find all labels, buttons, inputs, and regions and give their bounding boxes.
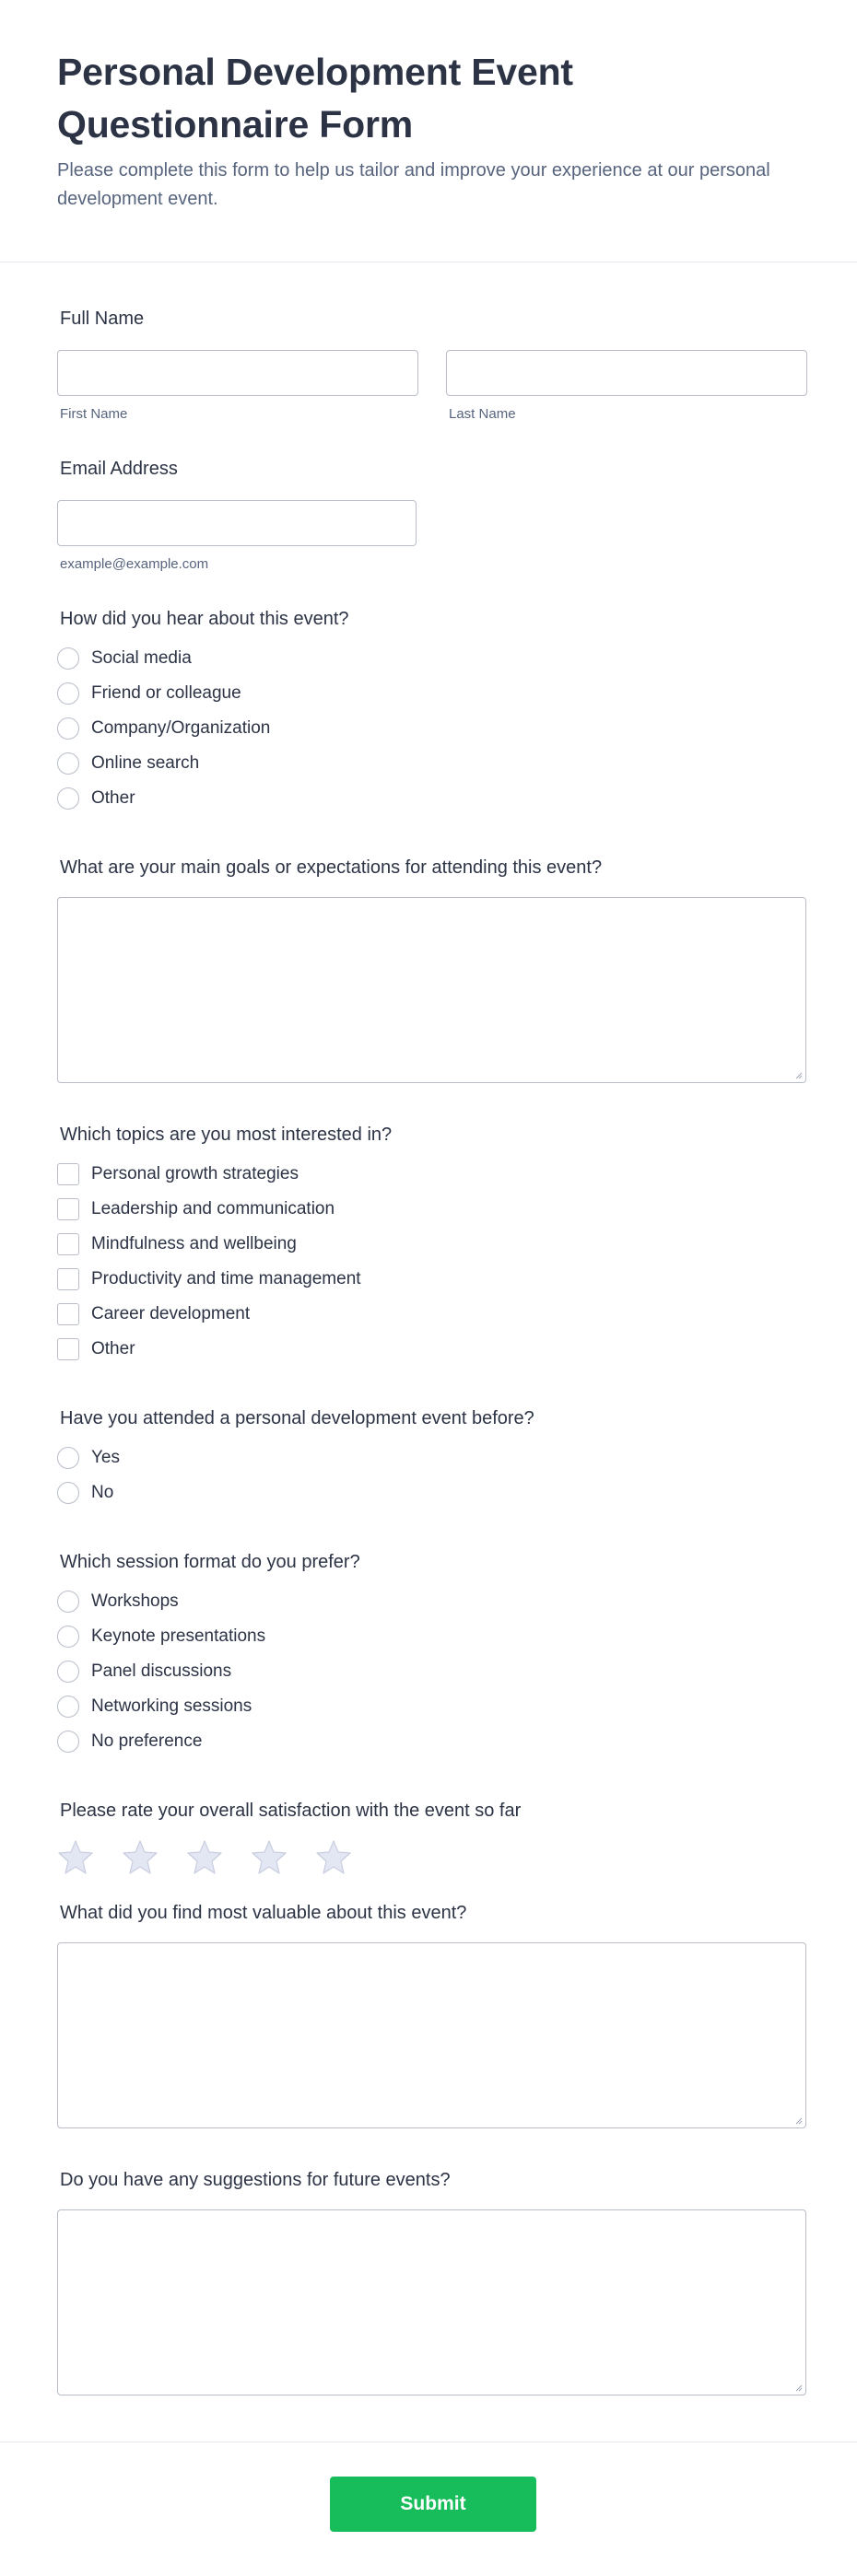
session-format-option[interactable] (57, 1654, 800, 1689)
valuable-textarea[interactable] (57, 1942, 806, 2128)
radio-button[interactable] (57, 1447, 79, 1469)
first-name-sublabel: First Name (60, 406, 128, 422)
submit-button[interactable]: Submit (330, 2477, 536, 2532)
option-label: Leadership and communication (91, 1199, 335, 1218)
option-label: Workshops (91, 1591, 179, 1611)
option-label: No (91, 1483, 114, 1502)
form-description: Please complete this form to help us tailor and improve your experience at our personal development event. (57, 160, 770, 209)
email-input[interactable] (57, 500, 417, 546)
session-format-option[interactable] (57, 1619, 800, 1654)
option-label: Career development (91, 1304, 251, 1323)
radio-button[interactable] (57, 752, 79, 775)
option-label: Productivity and time management (91, 1269, 361, 1288)
goals-label: What are your main goals or expectations for attending this event? (60, 857, 603, 878)
radio-button[interactable] (57, 787, 79, 810)
resize-handle-icon[interactable] (793, 2383, 803, 2392)
hear-about-option[interactable] (57, 711, 800, 746)
valuable-question (57, 1903, 800, 2128)
resize-handle-icon[interactable] (793, 2116, 803, 2125)
last-name-sublabel: Last Name (449, 406, 516, 422)
email-label: Email Address (60, 459, 178, 479)
topics-question (57, 1125, 800, 1367)
suggestions-label: Do you have any suggestions for future events? (60, 2170, 451, 2190)
star-icon[interactable] (186, 1838, 223, 1875)
option-label: Yes (91, 1448, 120, 1467)
star-icon[interactable] (251, 1838, 288, 1875)
star-icon[interactable] (122, 1838, 158, 1875)
attended-option[interactable] (57, 1475, 800, 1510)
goals-question (57, 857, 800, 1083)
option-label: Friend or colleague (91, 683, 241, 703)
topic-option[interactable] (57, 1192, 800, 1227)
attended-option[interactable] (57, 1440, 800, 1475)
hear-about-label: How did you hear about this event? (60, 609, 349, 629)
option-label: Other (91, 1339, 135, 1358)
suggestions-textarea[interactable] (57, 2209, 806, 2395)
form-title: Personal Development Event Questionnaire Form (57, 51, 573, 146)
form-header (0, 0, 857, 262)
option-label: Networking sessions (91, 1696, 252, 1716)
radio-button[interactable] (57, 717, 79, 740)
checkbox[interactable] (57, 1303, 79, 1325)
checkbox[interactable] (57, 1268, 79, 1290)
option-label: Keynote presentations (91, 1626, 266, 1646)
session-format-options (57, 1584, 800, 1759)
hear-about-option[interactable] (57, 641, 800, 676)
radio-button[interactable] (57, 1591, 79, 1613)
hear-about-options (57, 641, 800, 816)
radio-button[interactable] (57, 1696, 79, 1718)
checkbox[interactable] (57, 1233, 79, 1255)
checkbox[interactable] (57, 1163, 79, 1185)
email-question (57, 459, 800, 572)
radio-button[interactable] (57, 682, 79, 705)
topics-label: Which topics are you most interested in? (60, 1125, 393, 1145)
topic-option[interactable] (57, 1157, 800, 1192)
last-name-input[interactable] (446, 350, 807, 396)
radio-button[interactable] (57, 1482, 79, 1504)
radio-button[interactable] (57, 1661, 79, 1683)
option-label: Online search (91, 753, 200, 773)
email-sublabel: example@example.com (60, 556, 209, 572)
topics-options (57, 1157, 800, 1367)
suggestions-question (57, 2170, 800, 2395)
valuable-label: What did you find most valuable about this event? (60, 1903, 467, 1923)
hear-about-question (57, 609, 800, 816)
form-body (0, 309, 857, 2395)
goals-textarea[interactable] (57, 897, 806, 1083)
hear-about-option[interactable] (57, 781, 800, 816)
attended-before-label: Have you attended a personal development event before? (60, 1408, 534, 1428)
hear-about-option[interactable] (57, 676, 800, 711)
radio-button[interactable] (57, 1731, 79, 1753)
option-label: No preference (91, 1731, 203, 1751)
hear-about-option[interactable] (57, 746, 800, 781)
session-format-label: Which session format do you prefer? (60, 1552, 360, 1572)
star-rating (57, 1838, 800, 1875)
option-label: Mindfulness and wellbeing (91, 1234, 297, 1253)
satisfaction-question (57, 1801, 800, 1875)
satisfaction-label: Please rate your overall satisfaction with the event so far (60, 1801, 522, 1821)
option-label: Social media (91, 648, 192, 668)
radio-button[interactable] (57, 1626, 79, 1648)
form-footer (0, 2442, 857, 2576)
session-format-option[interactable] (57, 1689, 800, 1724)
option-label: Panel discussions (91, 1661, 232, 1681)
session-format-option[interactable] (57, 1724, 800, 1759)
topic-option[interactable] (57, 1297, 800, 1332)
attended-before-options (57, 1440, 800, 1510)
option-label: Company/Organization (91, 718, 271, 738)
session-format-question (57, 1552, 800, 1759)
full-name-question (57, 309, 800, 422)
session-format-option[interactable] (57, 1584, 800, 1619)
option-label: Other (91, 788, 135, 808)
attended-before-question (57, 1408, 800, 1510)
option-label: Personal growth strategies (91, 1164, 299, 1183)
checkbox[interactable] (57, 1198, 79, 1220)
resize-handle-icon[interactable] (793, 1070, 803, 1079)
checkbox[interactable] (57, 1338, 79, 1360)
full-name-label: Full Name (60, 309, 145, 329)
star-icon[interactable] (315, 1838, 352, 1875)
star-icon[interactable] (57, 1838, 94, 1875)
topic-option[interactable] (57, 1332, 800, 1367)
topic-option[interactable] (57, 1227, 800, 1262)
radio-button[interactable] (57, 647, 79, 670)
first-name-input[interactable] (57, 350, 418, 396)
topic-option[interactable] (57, 1262, 800, 1297)
